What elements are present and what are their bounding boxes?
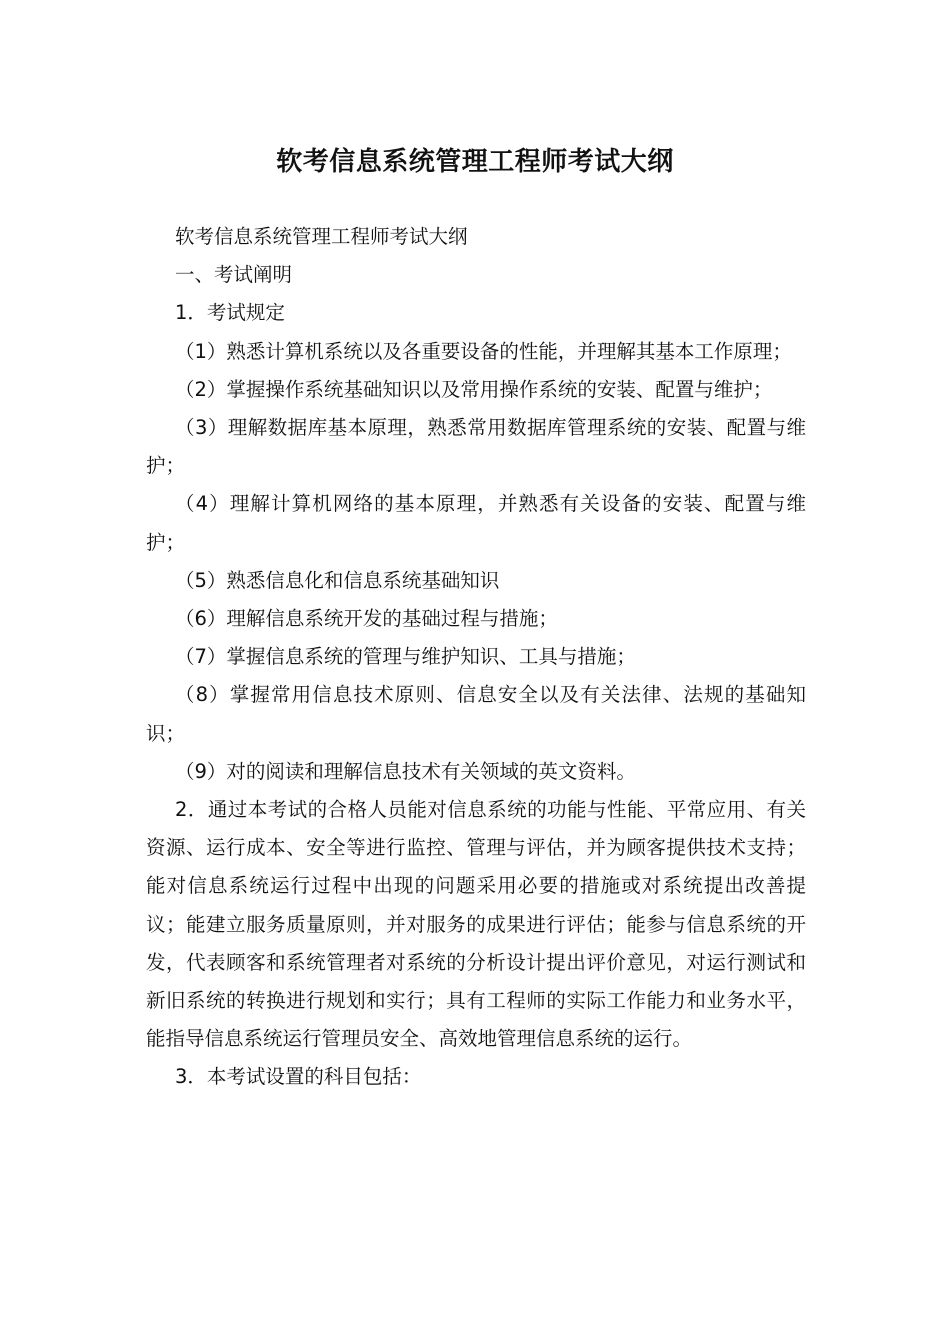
paragraph-requirement-1: （1）熟悉计算机系统以及各重要设备的性能，并理解其基本工作原理； xyxy=(175,339,792,363)
paragraph-requirement-7: （7）掌握信息系统的管理与维护知识、工具与措施； xyxy=(175,645,636,669)
paragraph-requirement-2: （2）掌握操作系统基础知识以及常用操作系统的安装、配置与维护； xyxy=(175,377,773,401)
document-body xyxy=(146,218,806,1097)
paragraph-item-2: 2．通过本考试的合格人员能对信息系统的功能与性能、平常应用、有关资源、运行成本、安全等进行监控、管理与评估，并为顾客提供技术支持；能对信息系统运行过程中出现的问题采用必要的措施或对系统提出改善提议；能建立服务质量原则，并对服务的成果进行评估；能参与信息系统的开发，代表顾客和系统管理者对系统的分析设计提出评价意见，对运行测试和新旧系统的转换进行规划和实行；具有工程师的实际工作能力和业务水平，能指导信息系统运行管理员安全、高效地管理信息系统的运行。 xyxy=(146,798,806,1051)
paragraph-requirement-4: （4）理解计算机网络的基本原理，并熟悉有关设备的安装、配置与维护； xyxy=(146,492,806,554)
paragraph-section-heading: 一、考试阐明 xyxy=(175,263,293,287)
paragraph-requirement-6: （6）理解信息系统开发的基础过程与措施； xyxy=(175,607,558,631)
paragraph-requirement-8: （8）掌握常用信息技术原则、信息安全以及有关法律、法规的基础知识； xyxy=(146,683,806,745)
paragraph-item-3: 3．本考试设置的科目包括： xyxy=(175,1065,422,1089)
paragraph-requirement-5: （5）熟悉信息化和信息系统基础知识 xyxy=(175,568,500,592)
document-title: 软考信息系统管理工程师考试大纲 xyxy=(276,147,674,177)
paragraph-requirement-3: （3）理解数据库基本原理，熟悉常用数据库管理系统的安装、配置与维护； xyxy=(146,416,806,478)
paragraph-requirement-9: （9）对的阅读和理解信息技术有关领域的英文资料。 xyxy=(175,759,636,783)
paragraph-subtitle: 软考信息系统管理工程师考试大纲 xyxy=(175,225,468,248)
paragraph-item-1-heading: 1．考试规定 xyxy=(175,301,285,325)
